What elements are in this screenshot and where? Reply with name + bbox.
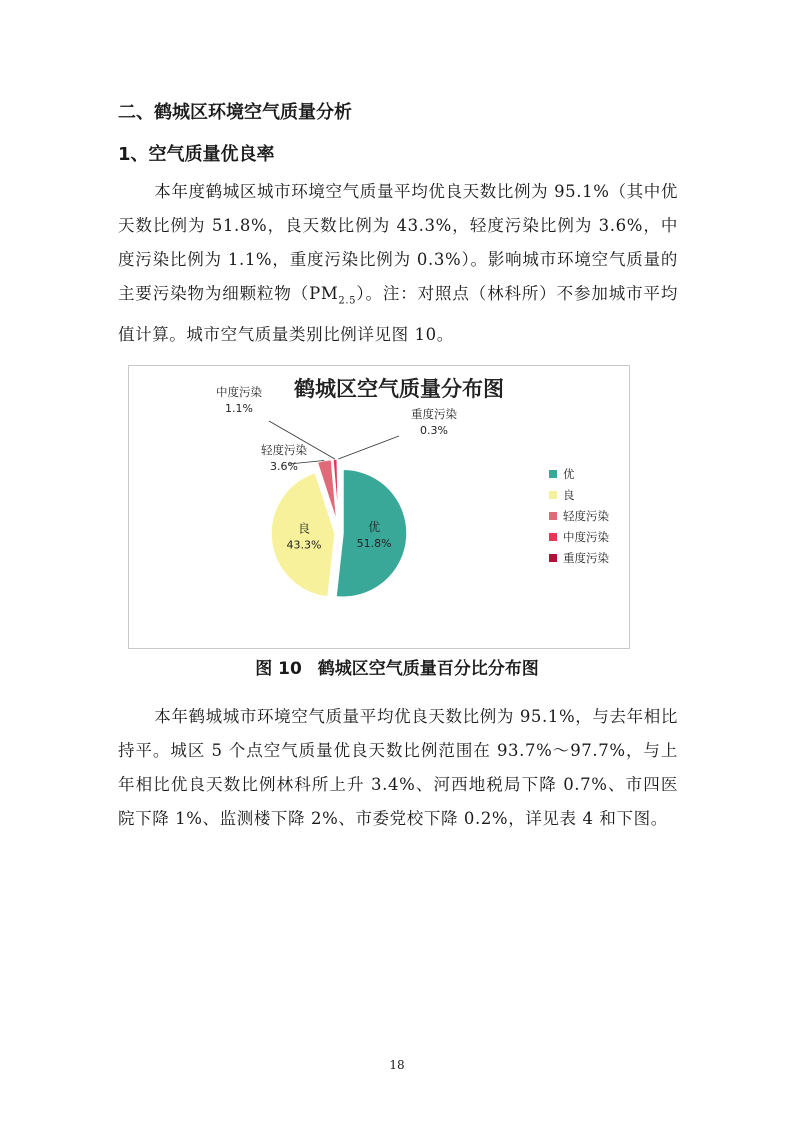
callout-value-2: 3.6% (270, 460, 298, 473)
paragraph-text (118, 175, 678, 352)
callout-category-2: 轻度污染 (261, 443, 307, 457)
subsection-heading: 1、空气质量优良率 (118, 144, 275, 165)
legend-label-3: 中度污染 (563, 530, 609, 544)
legend-label-0: 优 (563, 467, 575, 481)
paragraph-comparison (118, 700, 678, 836)
legend-swatch-2 (549, 512, 557, 520)
slice-label-category-1: 良 (297, 521, 310, 536)
section-heading: 二、鹤城区环境空气质量分析 (118, 102, 352, 123)
figure-number: 图 10 (255, 659, 302, 679)
legend-swatch-4 (549, 554, 557, 562)
legend-swatch-1 (549, 491, 557, 499)
legend-swatch-0 (549, 470, 557, 478)
slice-label-value-0: 51.8% (356, 536, 392, 550)
paragraph-air-quality-rate (118, 175, 678, 352)
legend-label-4: 重度污染 (563, 551, 609, 565)
paragraph-text-part1: 本年度鹤城区城市环境空气质量平均优良天数比例为 95.1%（其中优天数比例为 51.8%，良天数比例为 43.3%，轻度污染比例为 3.6%，中度污染比例为 1.1%，重度污染比例为 0.3%）。影响城市环境空气质量的主要污染物为细颗粒物（PM (118, 182, 678, 303)
chart-title: 鹤城区空气质量分布图 (294, 377, 504, 401)
page-number: 18 (389, 1058, 405, 1072)
slice-label-category-0: 优 (368, 519, 381, 534)
paragraph-text: 本年鹤城城市环境空气质量平均优良天数比例为 95.1%，与去年相比持平。城区 5 个点空气质量优良天数比例范围在 93.7%～97.7%，与上年相比优良天数比例林科所上升 3.4%、河西地税局下降 0.7%、市四医院下降 1%、监测楼下降 2%、市委党校下降 0.2%，详见表 4 和下图。 (118, 707, 678, 828)
paragraph-text-part2: ）。注：对照点（林科所）不参加城市平均值计算。城市空气质量类别比例详见图 10。 (118, 284, 679, 345)
legend-label-1: 良 (563, 488, 575, 502)
legend-swatch-3 (549, 533, 557, 541)
callout-value-4: 0.3% (420, 424, 448, 437)
slice-label-value-1: 43.3% (286, 538, 322, 552)
leader-line-4 (338, 436, 399, 459)
callout-category-4: 重度污染 (411, 407, 457, 421)
pie-chart-svg (129, 366, 629, 648)
callout-value-3: 1.1% (225, 402, 253, 415)
pie-chart (128, 365, 630, 649)
figure-caption (0, 654, 794, 679)
figure-caption-text: 鹤城区空气质量百分比分布图 (317, 659, 539, 679)
pm-subscript: 2.5 (338, 295, 357, 307)
callout-category-3: 中度污染 (216, 385, 262, 399)
legend-label-2: 轻度污染 (563, 509, 609, 523)
